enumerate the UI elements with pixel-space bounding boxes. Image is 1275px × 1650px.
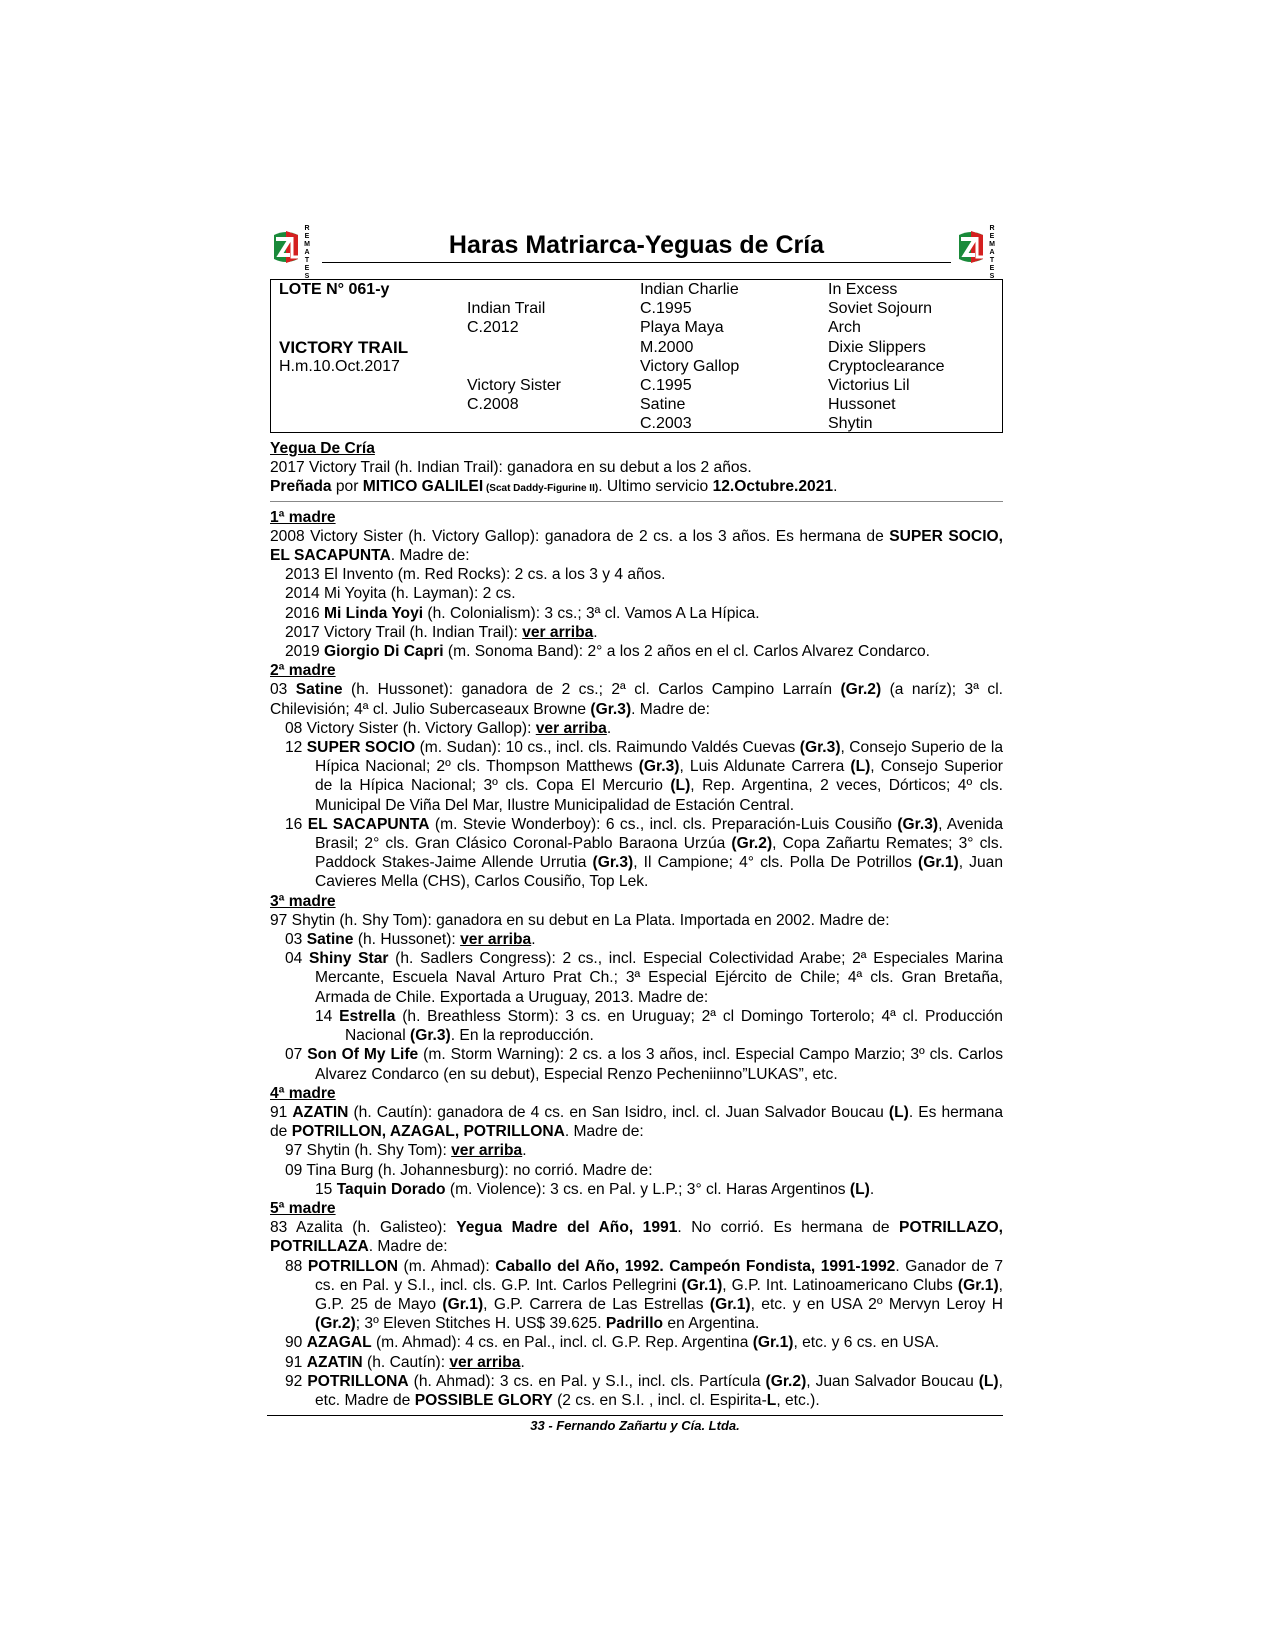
- pedigree-col-parents: Indian Trail C.2012 Victory Sister C.2008: [467, 300, 561, 414]
- header: [270, 225, 1003, 280]
- list-item: 97 Shytin (h. Shy Tom): ver arriba.: [285, 1142, 527, 1160]
- zl-logo-icon: [955, 227, 987, 267]
- list-item: 12 SUPER SOCIO (m. Sudan): 10 cs., incl. cls. Raimundo Valdés Cuevas (Gr.3), Consejo Superio de la Hípica Nacional; 2º cls. Thompson Matthews (Gr.3), Luis Aldunate Carrera (L), Consejo Superior de la Hípica Nacional; 3º cls. Copa El Mercurio (L), Rep. Argentina, 2 veces, Dórticos; 4º cls. Municipal De Viña Del Mar, Ilustre Municipalidad de Estación Central.: [285, 739, 1003, 814]
- pedigree-table: [270, 279, 1003, 433]
- list-item: 91 AZATIN (h. Cautín): ver arriba.: [285, 1353, 525, 1371]
- zl-remates-logo-left: [270, 225, 318, 280]
- list-item: 16 EL SACAPUNTA (m. Stevie Wonderboy): 6 cs., incl. cls. Preparación-Luis Cousiño (Gr.3), Avenida Brasil; 2° cls. Gran Clásico Coronal-Pablo Baraona Urzúa (Gr.2), Copa Zañartu Remates; 3° cls. Paddock Stakes-Jaime Allende Urrutia (Gr.3), Il Campione; 4° cls. Polla De Potrillos (Gr.1), Juan Cavieres Mella (CHS), Carlos Cousiño, Top Lek.: [285, 815, 1004, 891]
- list-item: 88 POTRILLON (m. Ahmad): Caballo del Año, 1992. Campeón Fondista, 1991-1992. Ganador de 7 cs. en Pal. y S.I., incl. cls. G.P. Int. Carlos Pellegrini (Gr.1), G.P. Int. Latinoamericano Clubs (Gr.1), G.P. 25 de Mayo (Gr.1), G.P. Carrera de Las Estrellas (Gr.1), etc. y en USA 2º Mervyn Leroy H (Gr.2); 3º Eleven Stitches H. US$ 39.625. Padrillo en Argentina.: [285, 1257, 1003, 1333]
- prenada-line: Preñada por MITICO GALILEI (Scat Daddy-Figurine II). Ultimo servicio 12.Octubre.2021.: [270, 478, 838, 496]
- section-heading: 5ª madre: [270, 1199, 336, 1217]
- list-item: 04 Shiny Star (h. Sadlers Congress): 2 cs., incl. Especial Colectividad Arabe; 2ª Especiales Marina Mercante, Escuela Naval Arturo Prat Ch.; 3ª Especial Ejército de Chile; 4ª cls. Gran Bretaña, Armada de Chile. Exportada a Uruguay, 2013. Madre de:: [285, 950, 1003, 1006]
- zl-logo-icon: [270, 227, 302, 267]
- page-title: Haras Matriarca-Yeguas de Cría: [322, 231, 951, 263]
- pedigree-col-horse: [279, 280, 408, 376]
- lot-number: LOTE N° 061-y: [279, 281, 390, 298]
- list-item: 08 Victory Sister (h. Victory Gallop): ver arriba.: [285, 719, 612, 737]
- sire: Indian Trail: [467, 300, 546, 318]
- page-footer: 33 - Fernando Zañartu y Cía. Ltda.: [267, 1415, 1003, 1433]
- list-item: 15 Taquin Dorado (m. Violence): 3 cs. en Pal. y L.P.; 3° cl. Haras Argentinos (L).: [315, 1180, 875, 1198]
- document-page: [270, 225, 1003, 1410]
- section-heading: 3ª madre: [270, 892, 336, 910]
- lot-description: Yegua De Cría 2017 Victory Trail (h. Indian Trail): ganadora en su debut a los 2 años. Preñada por MITICO GALILEI (Scat Daddy-Figurine II). Ultimo servicio 12.Octubre.2021. 1ª madre 2008 Victory Sister (h. Victory Gallop): ganadora de 2 cs. a los 3 años. Es hermana de SUPER SOCIO, EL SACAPUNTA. Madre de: 2013 El Invento (m. Red Rocks): 2 cs. a los 3 y 4 años. 2014 Mi Yoyita (h. Layman): 2 cs. 2016 Mi Linda Yoyi (h. Colonialism): 3 cs.; 3ª cl. Vamos A La Hípica. 2017 Victory Trail (h. Indian Trail): ver arriba. 2019 Giorgio Di Capri (m. Sonoma Band): 2° a los 2 años en el cl. Carlos Alvarez Condarco. 2ª madre 03 Satine (h. Hussonet): ganadora de 2 cs.; 2ª cl. Carlos Campino Larraín (Gr.2) (a naríz); 3ª cl. Chilevisión; 4ª cl. Julio Subercaseaux Browne (Gr.3). Madre de: 08 Victory Sister (h. Victory Gallop): ver arriba. 12 SUPER SOCIO (m. Sudan): 10 cs., incl. cls. Raimundo Valdés Cuevas (Gr.3), Consejo Superio de la Hípica Nacional; 2º cls. Thompson Matthews (Gr.3), Luis Aldunate Carrera (L), Consejo Superior de la Hípica Nacional; 3º cls. Copa El Mercurio (L), Rep. Argentina, 2 veces, Dórticos; 4º cls. Municipal De Viña Del Mar, Ilustre Municipalidad de Estación Central. 16 EL SACAPUNTA (m. Stevie Wonderboy): 6 cs., incl. cls. Preparación-Luis Cousiño (Gr.3), Avenida Brasil; 2° cls. Gran Clásico Coronal-Pablo Baraona Urzúa (Gr.2), Copa Zañartu Remates; 3° cls. Paddock Stakes-Jaime Allende Urrutia (Gr.3), Il Campione; 4° cls. Polla De Potrillos (Gr.1), Juan Cavieres Mella (CHS), Carlos Cousiño, Top Lek. 3ª madre 97 Shytin (h. Shy Tom): ganadora en su debut en La Plata. Importada en 2002. Madre de: 03 Satine (h. Hussonet): ver arriba. 04 Shiny Star (h. Sadlers Congress): 2 cs., incl. Especial Colectividad Arabe; 2ª Especiales Marina Mercante, Escuela Naval Arturo Prat Ch.; 3ª Especial Ejército de Chile; 4ª cls. Gran Bretaña, Armada de Chile. Exportada a Uruguay, 2013. Madre de: 14 Estrella (h. Breathless Storm): 3 cs. en Uruguay; 2ª cl Domingo Torterolo; 4ª cl. Producción Nacional (Gr.3). En la reproducción. 07 Son Of My Life (m. Storm Warning): 2 cs. a los 3 años, incl. Especial Campo Marzio; 3º cls. Carlos Alvarez Condarco (en su debut), Especial Renzo Pecheniinno”LUKAS”, etc. 4ª madre 91 AZATIN (h. Cautín): ganadora de 4 cs. en San Isidro, incl. cl. Juan Salvador Boucau (L). Es hermana de POTRILLON, AZAGAL, POTRILLONA. Madre de: 97 Shytin (h. Shy Tom): ver arriba. 09 Tina Burg (h. Johannesburg): no corrió. Madre de: 15 Taquin Dorado (m. Violence): 3 cs. en Pal. y L.P.; 3° cl. Haras Argentinos (L). 5ª madre 83 Azalita (h. Galisteo): Yegua Madre del Año, 1991. No corrió. Es hermana de POTRILLAZO, POTRILLAZA. Madre de: 88 POTRILLON (m. Ahmad): Caballo del Año, 1992. Campeón Fondista, 1991-1992. Ganador de 7 cs. en Pal. y S.I., incl. cls. G.P. Int. Carlos Pellegrini (Gr.1), G.P. Int. Latinoamericano Clubs (Gr.1), G.P. 25 de Mayo (Gr.1), G.P. Carrera de Las Estrellas (Gr.1), etc. y en USA 2º Mervyn Leroy H (Gr.2); 3º Eleven Stitches H. US$ 39.625. Padrillo en Argentina. 90 AZAGAL (m. Ahmad): 4 cs. en Pal., incl. cl. G.P. Rep. Argentina (Gr.1), etc. y 6 cs. en USA. 91 AZATIN (h. Cautín): ver arriba. 92 POTRILLONA (h. Ahmad): 3 cs. en Pal. y S.I., incl. cls. Partícula (Gr.2), Juan Salvador Boucau (L), etc. Madre de POSSIBLE GLORY (2 cs. en S.I. , incl. cl. Espirita-L, etc.).: [270, 440, 1004, 1409]
- logo-side-text: R E M A T E S: [304, 225, 310, 280]
- section-heading: Yegua De Cría: [270, 440, 375, 457]
- section-heading: 2ª madre: [270, 662, 336, 680]
- dam: Victory Sister: [467, 377, 561, 395]
- list-item: 14 Estrella (h. Breathless Storm): 3 cs. en Uruguay; 2ª cl Domingo Torterolo; 4ª cl. Producción Nacional (Gr.3). En la reproducción.: [315, 1007, 1003, 1045]
- divider: [270, 501, 1003, 502]
- list-item: 2014 Mi Yoyita (h. Layman): 2 cs.: [285, 585, 516, 603]
- horse-info: H.m.10.Oct.2017: [279, 357, 400, 375]
- list-item: 2016 Mi Linda Yoyi (h. Colonialism): 3 cs.; 3ª cl. Vamos A La Hípica.: [285, 604, 760, 622]
- section-heading: 1ª madre: [270, 508, 336, 526]
- logo-side-text: R E M A T E S: [989, 225, 995, 280]
- horse-name: VICTORY TRAIL: [279, 337, 409, 357]
- list-item: 07 Son Of My Life (m. Storm Warning): 2 cs. a los 3 años, incl. Especial Campo Marzio; 3º cls. Carlos Alvarez Condarco (en su debut), Especial Renzo Pecheniinno”LUKAS”, etc.: [285, 1046, 1004, 1083]
- pedigree-col-grandparents: Indian Charlie C.1995 Playa Maya M.2000 Victory Gallop C.1995 Satine C.2003: [640, 281, 740, 433]
- list-item: 2019 Giorgio Di Capri (m. Sonoma Band): 2° a los 2 años en el cl. Carlos Alvarez Condarco.: [285, 643, 931, 661]
- zl-remates-logo-right: [955, 225, 1003, 280]
- pedigree-col-great-grandparents: In Excess Soviet Sojourn Arch Dixie Slippers Cryptoclearance Victorius Lil Hussonet Shytin: [828, 281, 945, 433]
- list-item: 2017 Victory Trail (h. Indian Trail): ver arriba.: [285, 623, 598, 641]
- list-item: 2013 El Invento (m. Red Rocks): 2 cs. a los 3 y 4 años.: [285, 566, 666, 584]
- list-item: 09 Tina Burg (h. Johannesburg): no corrió. Madre de:: [285, 1161, 653, 1179]
- list-item: 03 Satine (h. Hussonet): ver arriba.: [285, 931, 536, 949]
- list-item: 90 AZAGAL (m. Ahmad): 4 cs. en Pal., incl. cl. G.P. Rep. Argentina (Gr.1), etc. y 6 cs. en USA.: [285, 1334, 940, 1352]
- section-heading: 4ª madre: [270, 1084, 336, 1102]
- list-item: 92 POTRILLONA (h. Ahmad): 3 cs. en Pal. y S.I., incl. cls. Partícula (Gr.2), Juan Salvador Boucau (L), etc. Madre de POSSIBLE GLORY (2 cs. en S.I. , incl. cl. Espirita-L, etc.).: [285, 1372, 1003, 1409]
